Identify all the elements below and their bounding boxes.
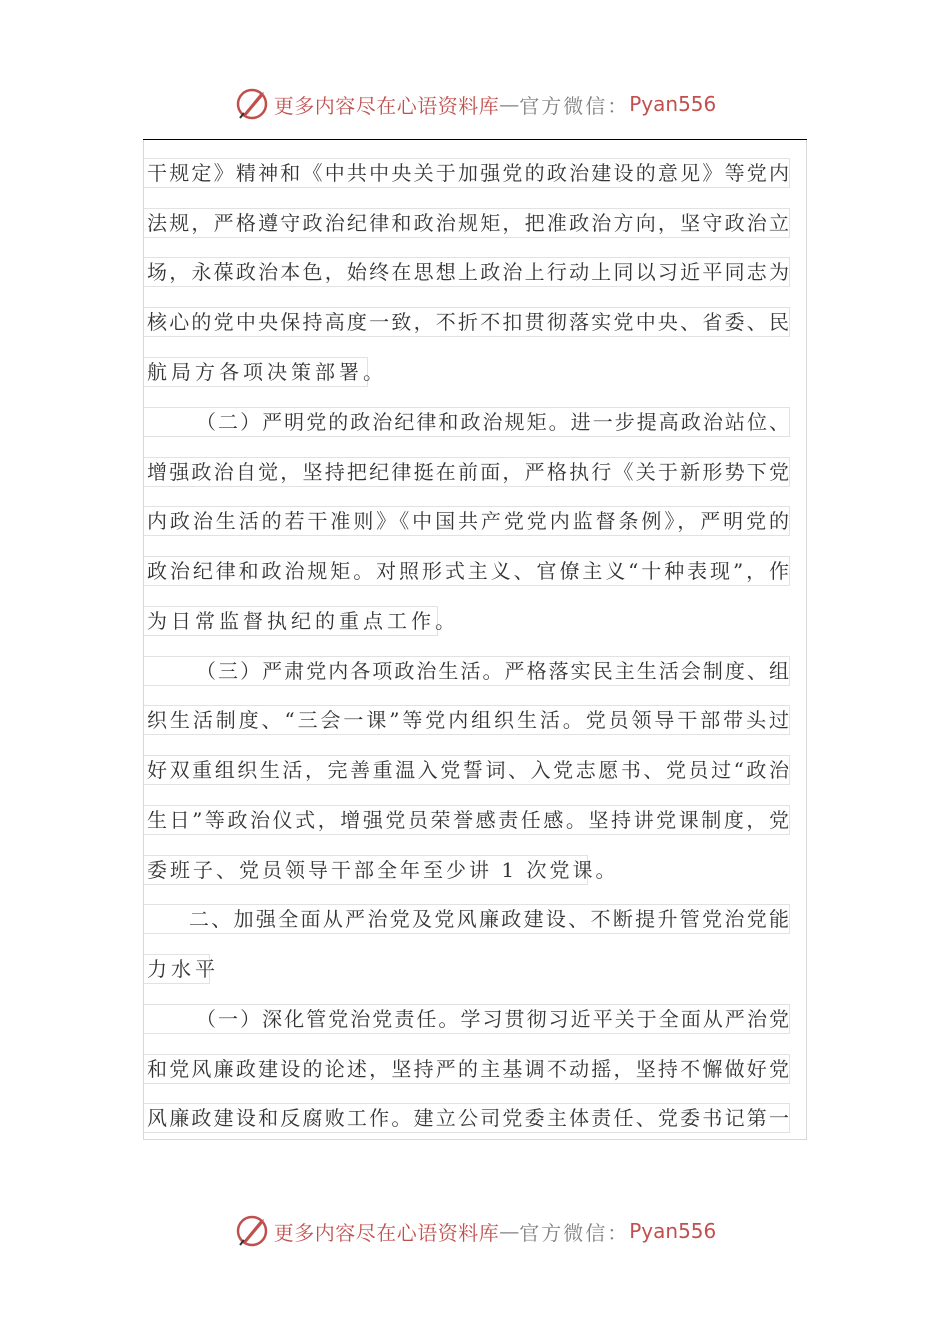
document-body	[143, 140, 807, 1140]
text-line: 增强政治自觉，坚持把纪律挺在前面，严格执行《关于新形势下党	[144, 457, 790, 487]
paragraph-heading: （三）严肃党内各项政治生活。严格落实民主生活会制度、组	[144, 656, 790, 686]
quill-pen-icon	[234, 1213, 270, 1249]
brand-dash: —	[499, 92, 520, 116]
section-heading: 二、加强全面从严治党及党风廉政建设、不断提升管党治党能	[144, 904, 790, 934]
text-line: 委班子、党员领导干部全年至少讲 1 次党课。	[144, 855, 588, 885]
wechat-id: Pyan556	[629, 1219, 717, 1243]
text-line: 场，永葆政治本色，始终在思想上政治上行动上同以习近平同志为	[144, 257, 790, 287]
text-line: 好双重组织生活，完善重温入党誓词、入党志愿书、党员过“政治	[144, 755, 790, 785]
quill-pen-icon	[234, 86, 270, 122]
wechat-id: Pyan556	[629, 92, 717, 116]
paragraph-heading: （二）严明党的政治纪律和政治规矩。进一步提高政治站位、	[144, 407, 790, 437]
text-line: 和党风廉政建设的论述，坚持严的主基调不动摇，坚持不懈做好党	[144, 1054, 790, 1084]
brand-text: 更多内容尽在心语资料库	[273, 1220, 500, 1245]
header-branding	[0, 84, 950, 124]
text-line: 法规，严格遵守政治纪律和政治规矩，把准政治方向，坚守政治立	[144, 208, 790, 238]
brand-dash: —	[499, 1219, 520, 1243]
wechat-label: 官方微信：	[519, 93, 630, 118]
text-line: 为日常监督执纪的重点工作。	[144, 606, 438, 636]
text-line: 核心的党中央保持高度一致，不折不扣贯彻落实党中央、省委、民	[144, 307, 790, 337]
text-line: 政治纪律和政治规矩。对照形式主义、官僚主义“十种表现”，作	[144, 556, 790, 586]
text-line: 航局方各项决策部署。	[144, 357, 368, 387]
text-line: 风廉政建设和反腐败工作。建立公司党委主体责任、党委书记第一	[144, 1103, 790, 1133]
text-line: 生日”等政治仪式，增强党员荣誉感责任感。坚持讲党课制度，党	[144, 805, 790, 835]
text-line: 干规定》精神和《中共中央关于加强党的政治建设的意见》等党内	[144, 158, 790, 188]
paragraph-heading: （一）深化管党治党责任。学习贯彻习近平关于全面从严治党	[144, 1004, 790, 1034]
text-line: 力水平	[144, 954, 210, 984]
text-line: 织生活制度、“三会一课”等党内组织生活。党员领导干部带头过	[144, 705, 790, 735]
brand-text: 更多内容尽在心语资料库	[273, 93, 500, 118]
text-line: 内政治生活的若干准则》《中国共产党党内监督条例》，严明党的	[144, 506, 790, 536]
footer-branding	[0, 1211, 950, 1251]
wechat-label: 官方微信：	[519, 1220, 630, 1245]
